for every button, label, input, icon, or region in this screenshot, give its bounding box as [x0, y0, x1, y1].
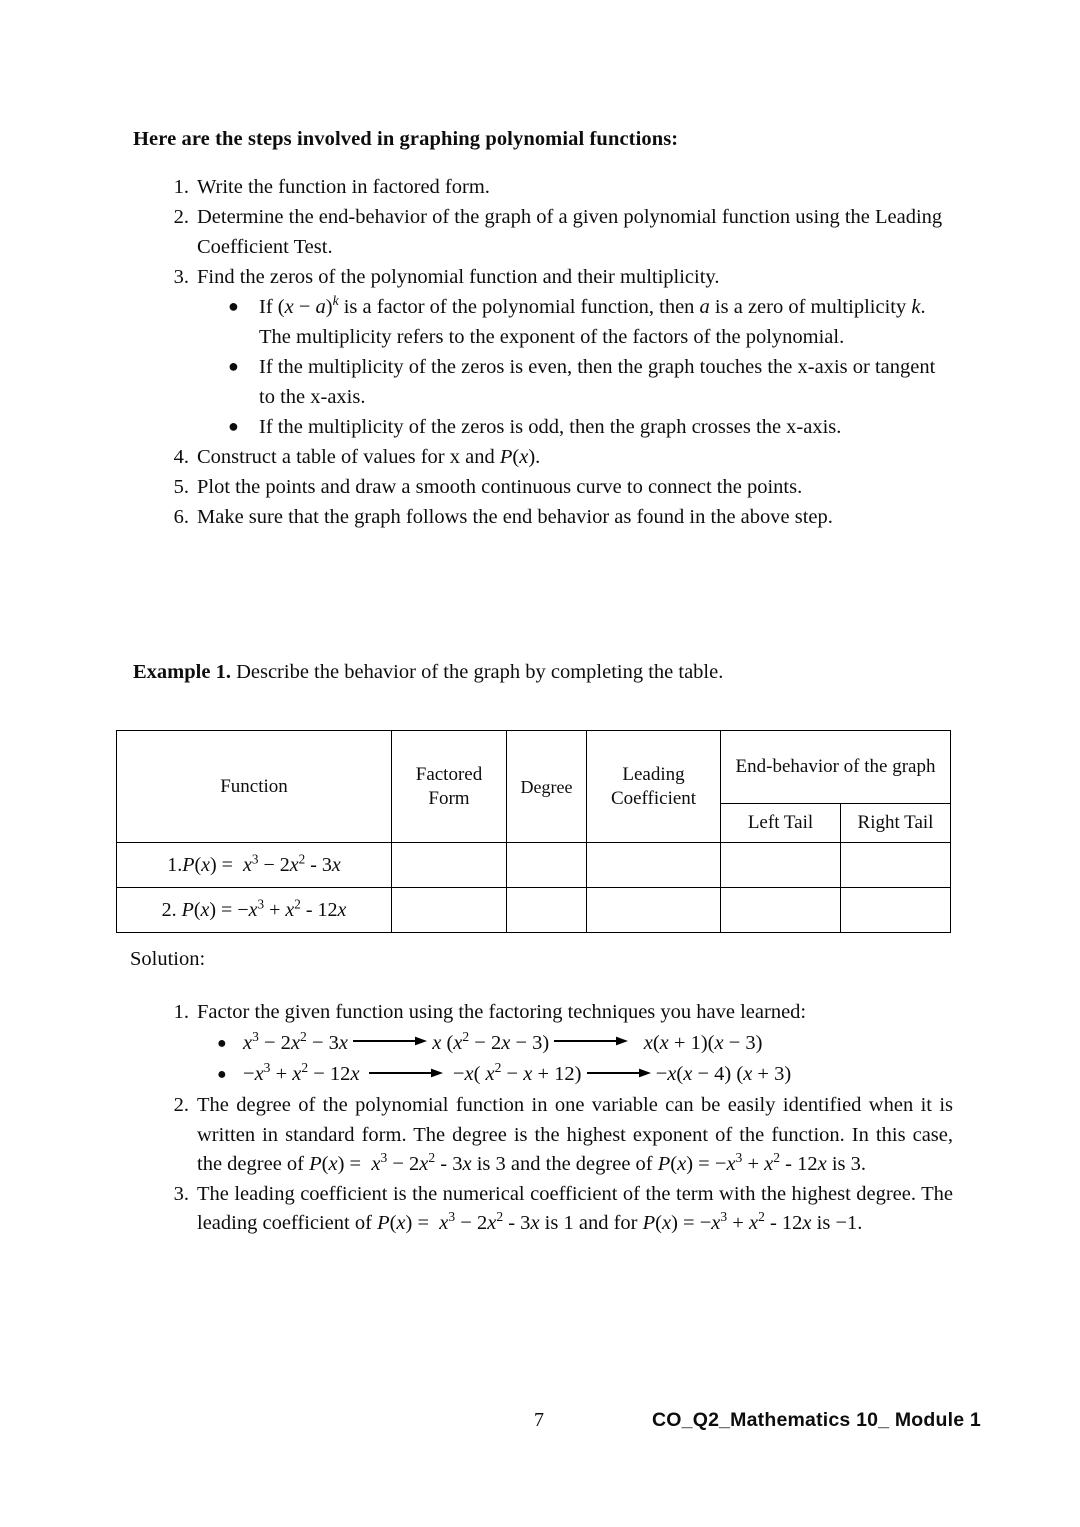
cell-function: $1.P(x) = x^3 - 2x^2 - 3x$	[117, 843, 392, 888]
list-marker: 2.	[173, 206, 189, 228]
arrow-right-icon	[587, 1058, 651, 1089]
th-end-behavior: End-behavior of the graph	[721, 731, 951, 804]
behavior-table	[116, 730, 951, 933]
list-marker: 2.	[173, 1094, 189, 1117]
list-item-text: The leading coefficient is the numerical coefficient of the term with the highest degree. The leading coefficient of $P(x) = x^3 - 2x^2 - 3x$ is 1 and for $P(x) = -x^3 + x^2 - 12x$ is −1.	[197, 1182, 953, 1235]
list-item-text: Factor the given function using the factoring techniques you have learned:	[197, 1001, 807, 1023]
cell-left-tail[interactable]	[721, 843, 841, 888]
example-heading	[133, 661, 723, 684]
page-footer	[0, 1409, 1080, 1439]
list-marker: 5.	[173, 476, 189, 498]
bullet-dot-icon: ●	[217, 1034, 227, 1052]
bullet-dot-icon: ●	[228, 296, 239, 316]
example-label: Example 1.	[133, 661, 231, 683]
page-title: Here are the steps involved in graphing polynomial functions:	[133, 128, 679, 150]
list-item	[133, 472, 953, 502]
expression-middle: −x( $x^2 - x + 12$)	[447, 1060, 582, 1086]
bullet-dot-icon: ●	[228, 416, 239, 436]
th-leading-coefficient: Leading Coefficient	[587, 731, 721, 843]
list-item-text: Write the function in factored form.	[197, 176, 490, 198]
list-item-text: Construct a table of values for x and P(x).	[197, 446, 541, 468]
behavior-table-wrapper	[116, 730, 950, 933]
table-row	[117, 843, 951, 888]
solution-list	[133, 998, 953, 1239]
factoring-step-row	[133, 1028, 953, 1060]
th-factored-form: Factored Form	[392, 731, 507, 843]
cell-factored-form[interactable]	[392, 888, 507, 933]
list-item	[133, 202, 953, 262]
list-marker: 1.	[173, 1001, 189, 1023]
example-text: Describe the behavior of the graph by completing the table.	[236, 661, 724, 683]
bullet-item-text: If the multiplicity of the zeros is odd, then the graph crosses the x-axis.	[259, 416, 842, 438]
cell-right-tail[interactable]	[841, 888, 951, 933]
bullet-list-item	[133, 412, 953, 442]
module-identifier: CO_Q2_Mathematics 10_ Module 1	[652, 1409, 981, 1431]
cell-right-tail[interactable]	[841, 843, 951, 888]
list-marker: 3.	[173, 1182, 189, 1205]
cell-leading-coefficient[interactable]	[587, 843, 721, 888]
list-item-text: The degree of the polynomial function in one variable can be easily identified when it is written in standard form. The degree is the highest exponent of the function. In this case, the degree of $P(x) = x^3 - 2x^2 - 3x$ is 3 and the degree of $P(x) = -x^3 + x^2 - 12x$ is 3.	[197, 1094, 953, 1176]
list-item	[133, 172, 953, 202]
expression-middle: x $(x^2 - 2x - 3)$	[432, 1028, 550, 1054]
expression-end: −x(x − 4) (x + 3)	[655, 1063, 792, 1086]
expression-start: $x^3 - 2x^2 - 3x$	[243, 1028, 348, 1054]
list-item-text: Plot the points and draw a smooth continuous curve to connect the points.	[197, 476, 803, 498]
page-number: 7	[534, 1409, 544, 1431]
list-item	[133, 1091, 953, 1180]
list-item	[133, 998, 953, 1028]
bullet-item-text: If $(x - a)^k$ is a factor of the polynomial function, then a is a zero of multiplicity k. The multiplicity refers to the exponent of the factors of the polynomial.	[259, 293, 926, 348]
factoring-step-row	[133, 1059, 953, 1091]
cell-leading-coefficient[interactable]	[587, 888, 721, 933]
bullet-dot-icon: ●	[228, 356, 239, 376]
arrow-right-icon	[365, 1058, 443, 1089]
list-item	[133, 442, 953, 472]
list-marker: 1.	[173, 176, 189, 198]
expression-start: $-x^3 + x^2 - 12x$	[243, 1060, 360, 1086]
factoring-steps-list	[133, 1028, 953, 1092]
bullet-dot-icon: ●	[217, 1066, 227, 1084]
solution-label: Solution:	[130, 948, 206, 970]
cell-left-tail[interactable]	[721, 888, 841, 933]
cell-degree[interactable]	[507, 843, 587, 888]
th-degree: Degree	[507, 731, 587, 843]
list-item-text: Make sure that the graph follows the end behavior as found in the above step.	[197, 506, 833, 528]
cell-function: 2. $P(x) = -x^3 + x^2 - 12x$	[117, 888, 392, 933]
arrow-right-icon	[554, 1026, 628, 1057]
list-item	[133, 1180, 953, 1239]
table-row	[117, 888, 951, 933]
list-item-text: Determine the end-behavior of the graph of a given polynomial function using the Leading Coefficient Test.	[197, 206, 943, 258]
list-marker: 4.	[173, 446, 189, 468]
steps-list	[133, 172, 953, 532]
bullet-item-text: If the multiplicity of the zeros is even, then the graph touches the x-axis or tangent to the x-axis.	[259, 356, 936, 408]
th-left-tail: Left Tail	[721, 804, 841, 843]
list-item	[133, 262, 953, 292]
bullet-list-item	[133, 352, 953, 412]
arrow-right-icon	[353, 1026, 427, 1057]
expression-end: x(x + 1)(x − 3)	[643, 1031, 763, 1054]
cell-factored-form[interactable]	[392, 843, 507, 888]
table-header-row	[117, 731, 951, 804]
list-marker: 3.	[173, 266, 189, 288]
step3-bullet-list	[133, 292, 953, 442]
th-function: Function	[117, 731, 392, 843]
cell-degree[interactable]	[507, 888, 587, 933]
list-marker: 6.	[173, 506, 189, 528]
list-item-text: Find the zeros of the polynomial function and their multiplicity.	[197, 266, 720, 288]
bullet-list-item	[133, 292, 953, 352]
list-item	[133, 502, 953, 532]
th-right-tail: Right Tail	[841, 804, 951, 843]
